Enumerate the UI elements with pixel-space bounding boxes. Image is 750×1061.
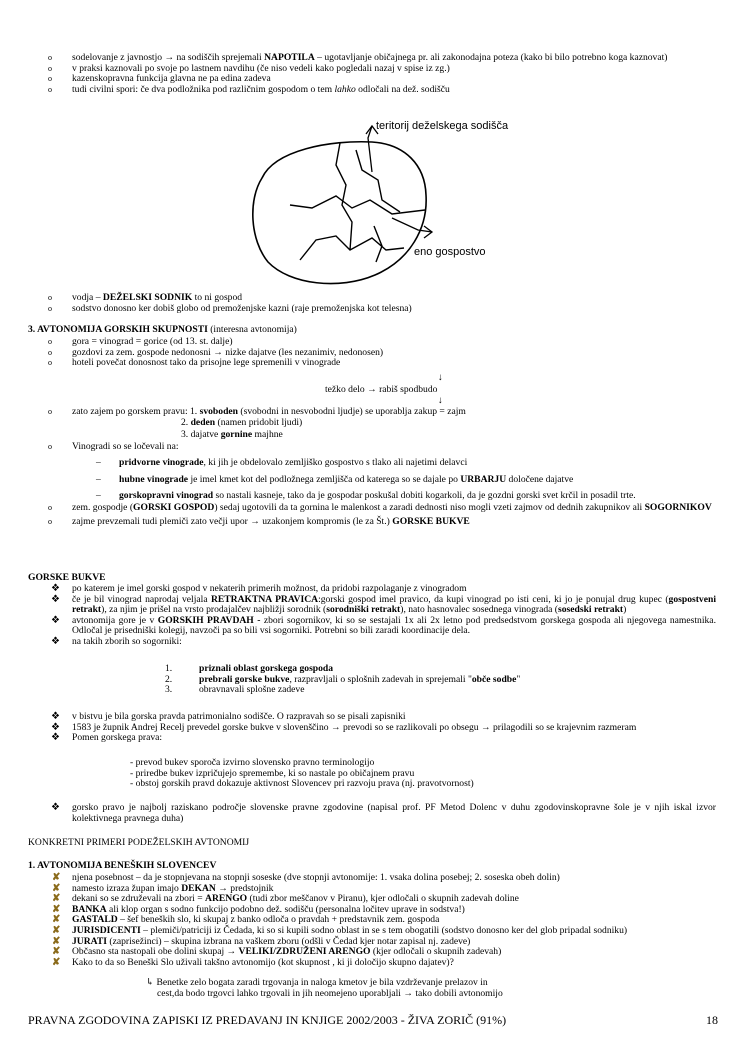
list-item: 2. prebrali gorske bukve, razpravljali o splošnih zadevah in sprejemali "obče sodbe" — [165, 673, 521, 685]
list-item: ❖ gorsko pravo je najbolj raziskano področje slovenske pravne zgodovine (napisal prof. PF Metod Dolenc v duhu zgodovinskopravne šole je v njih iskal izvor kolektivnega pravnega duha) — [51, 802, 716, 824]
list-item: – pridvorne vinograde, ki jih je obdelovalo zemljiško gospostvo s tlako ali najetimi delavci — [96, 457, 468, 468]
x-bullet-icon: ✘ — [52, 914, 61, 926]
list-item: o gora = vinograd = gorice (od 13. st. dalje) — [48, 336, 233, 347]
answer-line: ↳ Benetke zelo bogata zaradi trgovanja in naloga kmetov je bila vzdrževanje prelazov in — [146, 977, 488, 988]
list-item: o gozdovi za zem. gospode nedonosni → nizke dajatve (les nezanimiv, nedonosen) — [48, 346, 384, 358]
diamond-bullet-icon: ❖ — [51, 802, 60, 813]
down-arrow-icon: ↓ — [438, 395, 443, 406]
list-item: ✘ JURATI (zaprisežinci) – skupina izbrana na vaškem zboru (odšli v Čedad kjer notar zapisal nj. zadeve) — [52, 935, 471, 947]
list-item: ✘ namesto izraza župan imajo DEKAN → predstojnik — [52, 882, 274, 894]
circle-bullet-icon: o — [48, 84, 52, 94]
diamond-bullet-icon: ❖ — [51, 593, 60, 605]
list-item: – hubne vinograde je imel kmet kot del podložnega zemljišča od katerega so se dajale po URBARJU določene dajatve — [96, 473, 574, 485]
x-bullet-icon: ✘ — [52, 935, 61, 947]
bukve-list-2 — [0, 712, 750, 744]
list-item: 1. priznali oblast gorskega gospoda — [165, 663, 334, 674]
bukve-list — [0, 584, 750, 648]
court-list — [0, 293, 750, 314]
circle-bullet-icon: o — [48, 337, 52, 346]
dash-bullet-icon: – — [96, 473, 101, 485]
section-heading: 1. AVTONOMIJA BENEŠKIH SLOVENCEV — [28, 860, 217, 871]
circle-bullet-icon: o — [48, 74, 52, 84]
list-item: ❖ avtonomija gore je v GORSKIH PRAVDAH - zbori sogornikov, ki so se sestajali 1x ali 2x letno pod predsedstvom gorskega gospoda ali njegovega namestnika. Odločal je prisedniški kolegij, navzoči pa so bili vsi sogorniki. Potrebni so bili zaradi koordinacije dela. — [51, 614, 716, 637]
list-item: ❖ na takih zborih so sogorniki: — [51, 635, 182, 647]
circle-bullet-icon: o — [48, 63, 52, 73]
list-item: 3. obravnavali splošne zadeve — [165, 684, 305, 696]
list-item: o zajme prevzemali tudi plemiči zato večji upor → uzakonjem kompromis (le za Št.) GORSKE BUKVE — [48, 515, 470, 527]
hook-arrow-icon: ↳ — [146, 977, 155, 988]
list-item: - obstoj gorskih pravd dokazuje aktivnost Slovencev pri razvoju prava (nj. pravotvornost) — [130, 778, 474, 790]
vineyard-intro — [0, 442, 750, 453]
mountain-list-2 — [0, 407, 750, 418]
lord-list — [0, 503, 750, 527]
list-item: ✘ JURISDICENTI – plemiči/patriciji iz Čedada, ki so si kupili sodno oblast in se s tem obogatili (sodstvo donosno ker del glob pripadal sodniku) — [52, 924, 628, 936]
list-item: ✘ GASTALD – šef beneških slo, ki skupaj z banko odloča o pravdah + predstavnik zem. gospoda — [52, 914, 440, 926]
list-item: o v praksi kaznovali po svoje po lastnem navdihu (če niso vedeli kako pogledali nazaj v spise iz zg.) — [48, 62, 450, 74]
list-item: - priredbe bukev izpričujejo spremembe, ki so nastale po običajnem pravu — [130, 767, 415, 779]
list-item: o tudi civilni spori: če dva podložnika pod različnim gospodom o tem lahko odločali na dež. sodišču — [48, 83, 450, 95]
diamond-bullet-icon: ❖ — [51, 635, 60, 647]
list-item: ❖ po katerem je imel gorski gospod v nekaterih primerih možnost, da pridobi razpolaganje z vinogradom — [51, 583, 467, 594]
list-item: o sodstvo donosno ker dobiš globo od premoženjske kazni (raje premoženjska kot telesna) — [48, 302, 412, 314]
x-bullet-icon: ✘ — [52, 882, 61, 894]
x-bullet-icon: ✘ — [52, 956, 61, 968]
section-heading: 3. AVTONOMIJA GORSKIH SKUPNOSTI (interesna avtonomija) — [28, 324, 297, 335]
dash-bullet-icon: – — [96, 490, 101, 502]
list-item: ❖ Pomen gorskega prava: — [51, 732, 163, 744]
x-bullet-icon: ✘ — [52, 872, 61, 883]
x-bullet-icon: ✘ — [52, 893, 61, 905]
answer — [146, 978, 503, 999]
numbered-list — [165, 664, 520, 696]
dash-bullet-icon: – — [96, 457, 101, 468]
section-heading: GORSKE BUKVE — [28, 572, 106, 583]
significance-list — [130, 758, 474, 790]
subheading: KONKRETNI PRIMERI PODEŽELSKIH AVTONOMIJ — [28, 837, 250, 848]
list-item: ❖ v bistvu je bila gorska pravda patrimonialno sodišče. O razpravah so se pisali zapisniki — [51, 711, 406, 722]
circle-bullet-icon: o — [48, 407, 52, 416]
arrow-note: težko delo → rabiš spodbudo — [325, 384, 438, 395]
answer-line: cest,da bodo trgovci lahko trgovali in jih neomejeno uporabljali → tako dobili avtonomijo — [157, 987, 503, 999]
circle-bullet-icon: o — [48, 503, 52, 512]
list-item: – gorskopravni vinograd so nastali kasneje, tako da je gospodar poskušal dobiti kogarkoli, da je gozdni gorski svet krčil in posadil trte. — [96, 490, 636, 502]
circle-bullet-icon: o — [48, 347, 52, 357]
diamond-bullet-icon: ❖ — [51, 721, 60, 733]
footer-text: PRAVNA ZGODOVINA ZAPISKI IZ PREDAVANJ IN KNJIGE 2002/2003 - ŽIVA ZORIČ (91%) — [28, 1013, 507, 1027]
list-item: ✘ njena posebnost – da je stopnjevana na stopnji soseske (dve stopnji avtonomije: 1. vsaka dolina posebej; 2. soseska obeh dolin) — [52, 872, 560, 883]
list-item: ✘ dekani so se združevali na zbori = ARENGO (tudi zbor meščanov v Piranu), kjer odločali o skupnih zadevah doline — [52, 893, 519, 905]
lordship-label: eno gospostvo — [414, 246, 486, 258]
page-footer — [28, 1013, 718, 1027]
list-item: ✘ Kako to da so Beneški Slo uživali takšno avtonomijo (kot skupnost , ki ji določijo skupno dajatev)? — [52, 956, 454, 968]
list-item: ❖ 1583 je župnik Andrej Recelj prevedel gorske bukve v slovenščino → prevodi so se razlikovali po obsegu → prilagodili so se krajevnim razmeram — [51, 721, 637, 733]
bukve-list-3 — [0, 803, 750, 824]
list-item: o sodelovanje z javnostjo → na sodiščih sprejemali NAPOTILA – ugotavljanje običajnega pr. ali zakonodajna poteza (kako bi bilo potrebno koga kaznovat) — [48, 52, 668, 63]
circle-bullet-icon: o — [48, 358, 52, 368]
x-bullet-icon: ✘ — [52, 946, 61, 958]
circle-bullet-icon: o — [48, 516, 52, 526]
list-item: 3. dajatve gornine majhne — [181, 429, 283, 440]
x-bullet-icon: ✘ — [52, 924, 61, 936]
mountain-list — [0, 337, 750, 369]
list-item: o Vinogradi so se ločevali na: — [48, 441, 179, 452]
list-item: ❖ če je bil vinograd naprodaj veljala RETRAKTNA PRAVICA:gorski gospod imel pravico, da kupi vinograd po isti ceni, ki jo je ponujal drug kupec (gospostveni retrakt), za njim je prišel na vrsto prodajalčev najbližji sorodnik (sorodniški retrakt), nato hasnovalec sosednega vinograda (sosedski retrakt) — [51, 593, 716, 616]
diamond-bullet-icon: ❖ — [51, 711, 60, 722]
pointer-arrow — [368, 126, 372, 172]
territory-label: teritorij deželskega sodišča — [376, 120, 509, 132]
list-item: o kazenskopravna funkcija glavna ne pa edina zadeva — [48, 73, 271, 85]
diamond-bullet-icon: ❖ — [51, 583, 60, 594]
circle-bullet-icon: o — [48, 293, 52, 302]
page-number: 18 — [706, 1013, 718, 1027]
list-item: 2. deden (namen pridobit ljudi) — [181, 417, 303, 428]
list-item: - prevod bukev sporoča izvirno slovensko pravno terminologijo — [130, 757, 375, 768]
list-item: o zem. gospodje (GORSKI GOSPOD) sedaj ugotovili da ta gornina le malenkost a zaradi dednosti niso mogli vzeti zajmov od dednih zakupnikov ali SOGORNIKOV — [48, 502, 712, 513]
x-bullet-icon: ✘ — [52, 903, 61, 915]
list-item: o zato zajem po gorskem pravu: 1. svoboden (svobodni in nesvobodni ljudje) se uporablja zakup = zajm — [48, 406, 466, 417]
down-arrow-icon: ↓ — [438, 372, 443, 383]
pointer-arrow — [392, 218, 432, 232]
circle-bullet-icon: o — [48, 53, 52, 62]
diamond-bullet-icon: ❖ — [51, 732, 60, 744]
circle-bullet-icon: o — [48, 442, 52, 451]
list-item: ✘ Občasno sta nastopali obe dolini skupaj → VELIKI/ZDRUŽENI ARENGO (kjer odločali o skupnih zadevah) — [52, 946, 502, 958]
vineyard-types — [0, 458, 750, 502]
court-territory-diagram — [0, 0, 750, 300]
list-item: ✘ BANKA ali klop organ s sodno funkcijo podobno dež. sodišču (personalna ločitev uprave in sodstva!) — [52, 903, 465, 915]
list-item: o hoteli povečat donosnost tako da prisojne lege spremenili v vinograde — [48, 357, 341, 369]
circle-bullet-icon: o — [48, 303, 52, 313]
diamond-bullet-icon: ❖ — [51, 614, 60, 626]
benecija-list — [0, 873, 750, 968]
list-item: o vodja – DEŽELSKI SODNIK to ni gospod — [48, 292, 243, 303]
